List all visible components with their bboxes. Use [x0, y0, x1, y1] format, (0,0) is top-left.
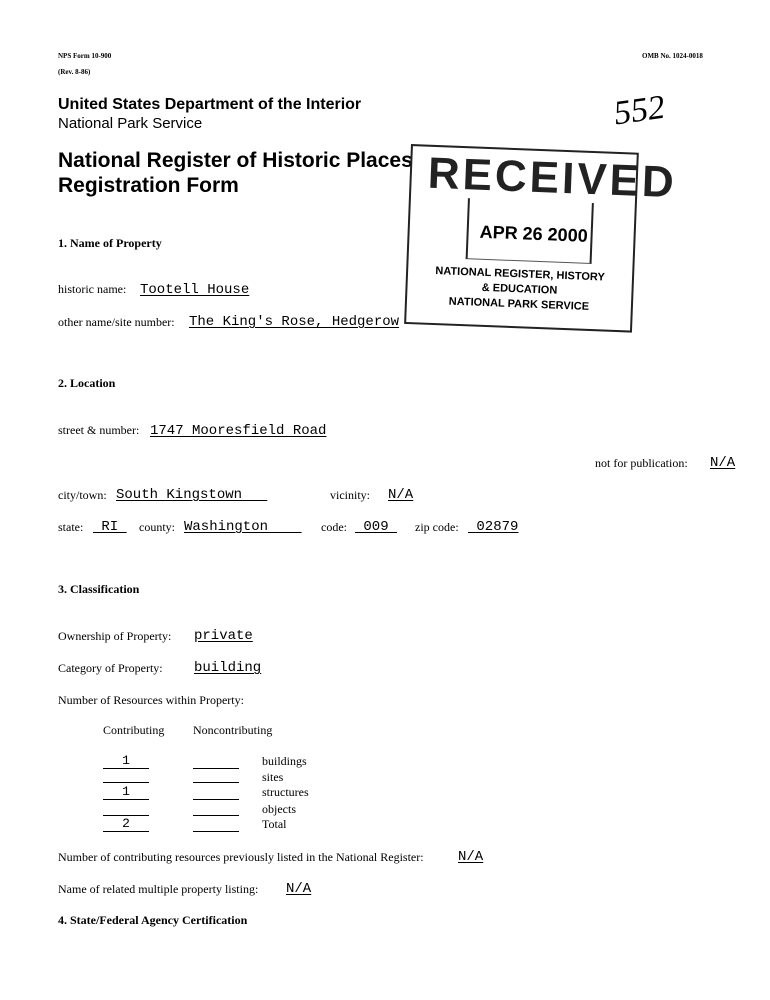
- noncontributing-line: [193, 782, 239, 783]
- resource-type: structures: [262, 785, 309, 799]
- section4-heading: 4. State/Federal Agency Certification: [58, 913, 248, 927]
- resource-type: buildings: [262, 754, 307, 768]
- form-title-line1: National Register of Historic Places: [58, 149, 413, 172]
- ownership-value: private: [194, 628, 253, 644]
- category-label: Category of Property:: [58, 661, 163, 675]
- contributing-count: 1: [122, 784, 130, 799]
- form-revision: (Rev. 8-86): [58, 68, 91, 76]
- handwritten-reference-number: 552: [611, 88, 668, 133]
- multiple-listing-value: N/A: [286, 881, 312, 897]
- city-label: city/town:: [58, 488, 107, 502]
- not-for-publication-value: N/A: [710, 455, 736, 471]
- not-for-publication-label: not for publication:: [595, 456, 688, 470]
- county-value: Washington: [184, 519, 302, 535]
- resources-label: Number of Resources within Property:: [58, 693, 244, 707]
- other-names-label: other name/site number:: [58, 315, 175, 329]
- stamp-date: APR 26 2000: [479, 221, 589, 246]
- state-value: RI: [93, 519, 127, 535]
- noncontributing-header: Noncontributing: [193, 723, 273, 737]
- ownership-label: Ownership of Property:: [58, 629, 172, 643]
- previously-listed-label: Number of contributing resources previously listed in the National Register:: [58, 850, 424, 864]
- street-label: street & number:: [58, 423, 140, 437]
- contributing-line: [103, 782, 149, 783]
- vicinity-value: N/A: [388, 487, 414, 503]
- omb-number: OMB No. 1024-0018: [642, 52, 703, 60]
- department-name: United States Department of the Interior: [58, 96, 362, 113]
- form-number: NPS Form 10-900: [58, 52, 112, 60]
- form-title-line2: Registration Form: [58, 174, 239, 197]
- noncontributing-line: [193, 815, 239, 816]
- stamp-line-2: & EDUCATION: [481, 281, 558, 297]
- contributing-count: 2: [122, 816, 130, 831]
- resource-type: objects: [262, 802, 296, 816]
- vicinity-label: vicinity:: [330, 488, 370, 502]
- resource-type: sites: [262, 770, 284, 784]
- stamp-received-word: RECEIVED: [426, 148, 678, 208]
- street-value: 1747 Mooresfield Road: [150, 423, 327, 439]
- agency-name: National Park Service: [58, 115, 203, 132]
- noncontributing-line: [193, 831, 239, 832]
- state-label: state:: [58, 520, 84, 534]
- historic-name-label: historic name:: [58, 282, 127, 296]
- historic-name-value: Tootell House: [140, 282, 250, 298]
- section1-heading: 1. Name of Property: [58, 236, 162, 250]
- contributing-count: 1: [122, 753, 130, 768]
- multiple-listing-label: Name of related multiple property listing:: [58, 882, 259, 896]
- section3-heading: 3. Classification: [58, 582, 140, 596]
- section2-heading: 2. Location: [58, 376, 116, 390]
- previously-listed-value: N/A: [458, 849, 484, 865]
- received-stamp: [404, 144, 678, 333]
- category-value: building: [194, 660, 262, 676]
- city-value: South Kingstown: [116, 487, 268, 503]
- code-label: code:: [321, 520, 347, 534]
- noncontributing-line: [193, 768, 239, 769]
- contributing-header: Contributing: [103, 723, 165, 737]
- contributing-line: [103, 831, 149, 832]
- resource-type: Total: [262, 817, 287, 831]
- code-value: 009: [355, 519, 398, 535]
- stamp-line-1: NATIONAL REGISTER, HISTORY: [435, 265, 605, 284]
- county-label: county:: [139, 520, 175, 534]
- zip-label: zip code:: [415, 520, 459, 534]
- stamp-line-3: NATIONAL PARK SERVICE: [448, 295, 590, 313]
- contributing-line: [103, 799, 149, 800]
- zip-value: 02879: [468, 519, 519, 535]
- noncontributing-line: [193, 799, 239, 800]
- other-names-value: The King's Rose, Hedgerow: [189, 314, 400, 330]
- contributing-line: [103, 768, 149, 769]
